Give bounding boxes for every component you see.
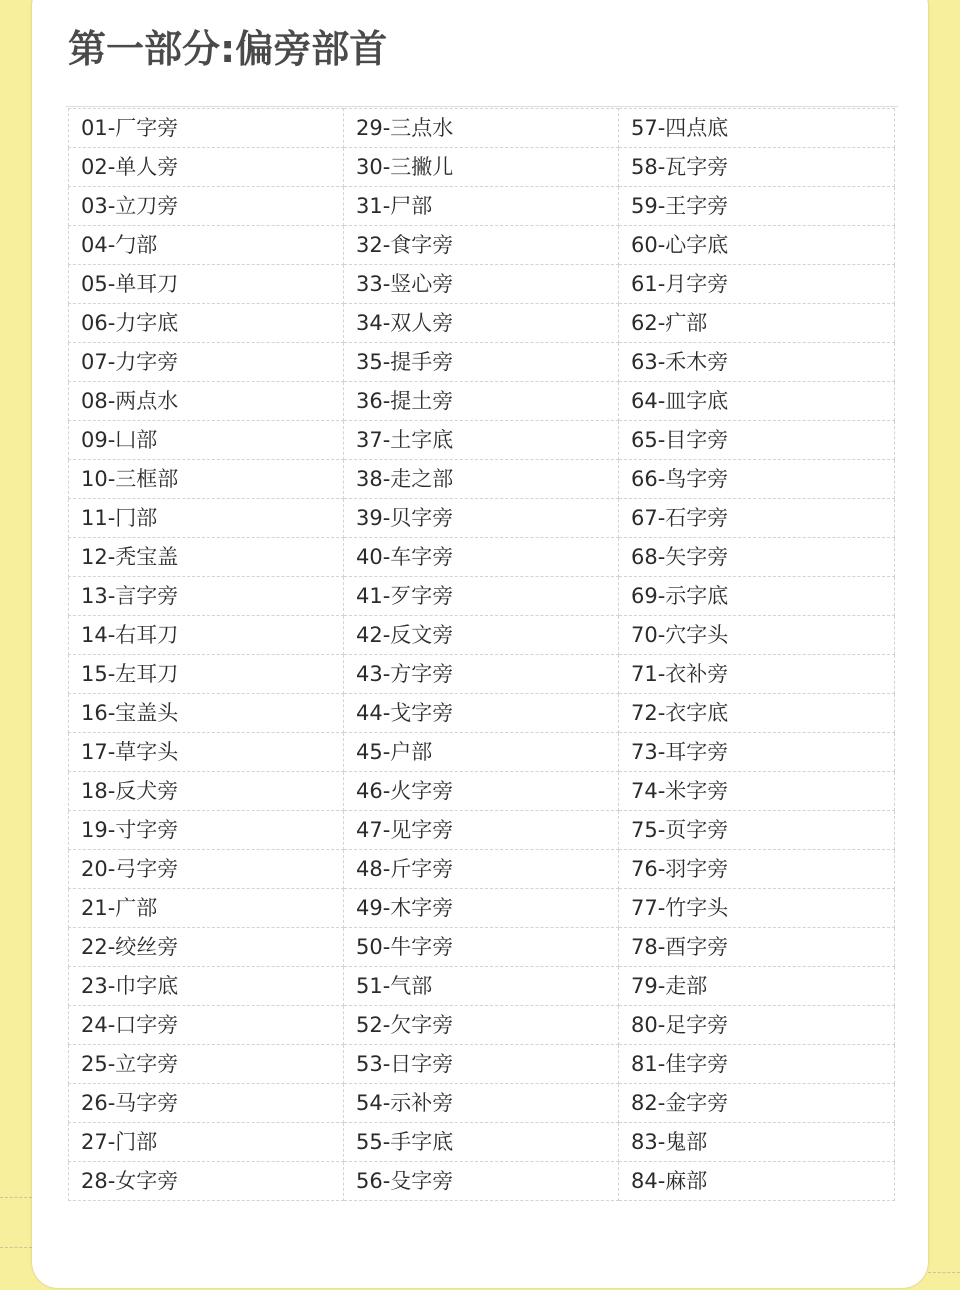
radical-cell: 31-尸部 [344, 187, 619, 226]
radical-cell: 04-勹部 [69, 226, 344, 265]
radical-cell: 74-米字旁 [619, 772, 895, 811]
radical-cell: 02-单人旁 [69, 148, 344, 187]
radical-cell: 65-目字旁 [619, 421, 895, 460]
table-row [69, 889, 895, 928]
table-top-rule [66, 106, 898, 107]
radical-cell: 01-厂字旁 [69, 109, 344, 148]
radical-cell: 37-土字底 [344, 421, 619, 460]
radical-cell: 50-牛字旁 [344, 928, 619, 967]
radical-cell: 55-手字底 [344, 1123, 619, 1162]
radical-cell: 28-女字旁 [69, 1162, 344, 1201]
radical-cell: 69-示字底 [619, 577, 895, 616]
radical-cell: 43-方字旁 [344, 655, 619, 694]
radical-cell: 32-食字旁 [344, 226, 619, 265]
radical-cell: 22-绞丝旁 [69, 928, 344, 967]
radical-cell: 51-气部 [344, 967, 619, 1006]
table-row [69, 538, 895, 577]
radical-cell: 58-瓦字旁 [619, 148, 895, 187]
table-row [69, 1006, 895, 1045]
table-row [69, 421, 895, 460]
table-row [69, 148, 895, 187]
table-row [69, 1123, 895, 1162]
table-row [69, 577, 895, 616]
table-row [69, 343, 895, 382]
radical-cell: 16-宝盖头 [69, 694, 344, 733]
table-row [69, 928, 895, 967]
radical-cell: 79-走部 [619, 967, 895, 1006]
radical-cell: 75-页字旁 [619, 811, 895, 850]
radical-cell: 38-走之部 [344, 460, 619, 499]
radical-cell: 66-鸟字旁 [619, 460, 895, 499]
table-row [69, 655, 895, 694]
radical-cell: 34-双人旁 [344, 304, 619, 343]
radical-cell: 46-火字旁 [344, 772, 619, 811]
table-row [69, 460, 895, 499]
radical-cell: 71-衣补旁 [619, 655, 895, 694]
radical-cell: 54-示补旁 [344, 1084, 619, 1123]
radical-cell: 09-凵部 [69, 421, 344, 460]
left-margin-dots [0, 1197, 32, 1198]
radical-cell: 44-戈字旁 [344, 694, 619, 733]
table-row [69, 382, 895, 421]
radical-cell: 14-右耳刀 [69, 616, 344, 655]
radical-cell: 39-贝字旁 [344, 499, 619, 538]
radical-cell: 05-单耳刀 [69, 265, 344, 304]
radical-cell: 08-两点水 [69, 382, 344, 421]
table-row [69, 265, 895, 304]
radical-cell: 30-三撇儿 [344, 148, 619, 187]
radical-cell: 24-口字旁 [69, 1006, 344, 1045]
page-title: 第一部分:偏旁部首 [68, 27, 388, 71]
radicals-table [68, 108, 895, 1201]
radical-cell: 64-皿字底 [619, 382, 895, 421]
left-margin-dots [0, 1247, 32, 1248]
radical-cell: 76-羽字旁 [619, 850, 895, 889]
table-row [69, 616, 895, 655]
radical-cell: 48-斤字旁 [344, 850, 619, 889]
radical-cell: 06-力字底 [69, 304, 344, 343]
table-row [69, 109, 895, 148]
table-row [69, 499, 895, 538]
radical-cell: 15-左耳刀 [69, 655, 344, 694]
radical-cell: 80-足字旁 [619, 1006, 895, 1045]
radical-cell: 56-殳字旁 [344, 1162, 619, 1201]
radical-cell: 25-立字旁 [69, 1045, 344, 1084]
radical-cell: 12-秃宝盖 [69, 538, 344, 577]
radical-cell: 53-日字旁 [344, 1045, 619, 1084]
table-row [69, 1045, 895, 1084]
table-row [69, 811, 895, 850]
radical-cell: 72-衣字底 [619, 694, 895, 733]
table-row [69, 733, 895, 772]
radical-cell: 40-车字旁 [344, 538, 619, 577]
radical-cell: 84-麻部 [619, 1162, 895, 1201]
radicals-table-body [69, 109, 895, 1201]
table-row [69, 1162, 895, 1201]
radical-cell: 13-言字旁 [69, 577, 344, 616]
radical-cell: 45-户部 [344, 733, 619, 772]
radical-cell: 83-鬼部 [619, 1123, 895, 1162]
radical-cell: 18-反犬旁 [69, 772, 344, 811]
radical-cell: 73-耳字旁 [619, 733, 895, 772]
radical-cell: 62-疒部 [619, 304, 895, 343]
radical-cell: 47-见字旁 [344, 811, 619, 850]
radical-cell: 57-四点底 [619, 109, 895, 148]
table-row [69, 694, 895, 733]
radical-cell: 36-提土旁 [344, 382, 619, 421]
radical-cell: 10-三框部 [69, 460, 344, 499]
radical-cell: 60-心字底 [619, 226, 895, 265]
radical-cell: 11-冂部 [69, 499, 344, 538]
radical-cell: 07-力字旁 [69, 343, 344, 382]
radical-cell: 19-寸字旁 [69, 811, 344, 850]
table-row [69, 187, 895, 226]
table-row [69, 226, 895, 265]
radical-cell: 33-竖心旁 [344, 265, 619, 304]
table-row [69, 850, 895, 889]
radical-cell: 61-月字旁 [619, 265, 895, 304]
radical-cell: 03-立刀旁 [69, 187, 344, 226]
radical-cell: 82-金字旁 [619, 1084, 895, 1123]
table-row [69, 1084, 895, 1123]
radical-cell: 59-王字旁 [619, 187, 895, 226]
radical-cell: 41-歹字旁 [344, 577, 619, 616]
radical-cell: 67-石字旁 [619, 499, 895, 538]
radical-cell: 70-穴字头 [619, 616, 895, 655]
radical-cell: 35-提手旁 [344, 343, 619, 382]
radical-cell: 42-反文旁 [344, 616, 619, 655]
radical-cell: 49-木字旁 [344, 889, 619, 928]
table-row [69, 304, 895, 343]
radical-cell: 68-矢字旁 [619, 538, 895, 577]
radical-cell: 17-草字头 [69, 733, 344, 772]
radical-cell: 27-门部 [69, 1123, 344, 1162]
table-row [69, 772, 895, 811]
radical-cell: 81-佳字旁 [619, 1045, 895, 1084]
radical-cell: 52-欠字旁 [344, 1006, 619, 1045]
radical-cell: 29-三点水 [344, 109, 619, 148]
radical-cell: 26-马字旁 [69, 1084, 344, 1123]
radical-cell: 20-弓字旁 [69, 850, 344, 889]
radical-cell: 77-竹字头 [619, 889, 895, 928]
radical-cell: 23-巾字底 [69, 967, 344, 1006]
radical-cell: 78-酉字旁 [619, 928, 895, 967]
right-margin-dots [928, 1272, 960, 1273]
radical-cell: 21-广部 [69, 889, 344, 928]
table-row [69, 967, 895, 1006]
radical-cell: 63-禾木旁 [619, 343, 895, 382]
